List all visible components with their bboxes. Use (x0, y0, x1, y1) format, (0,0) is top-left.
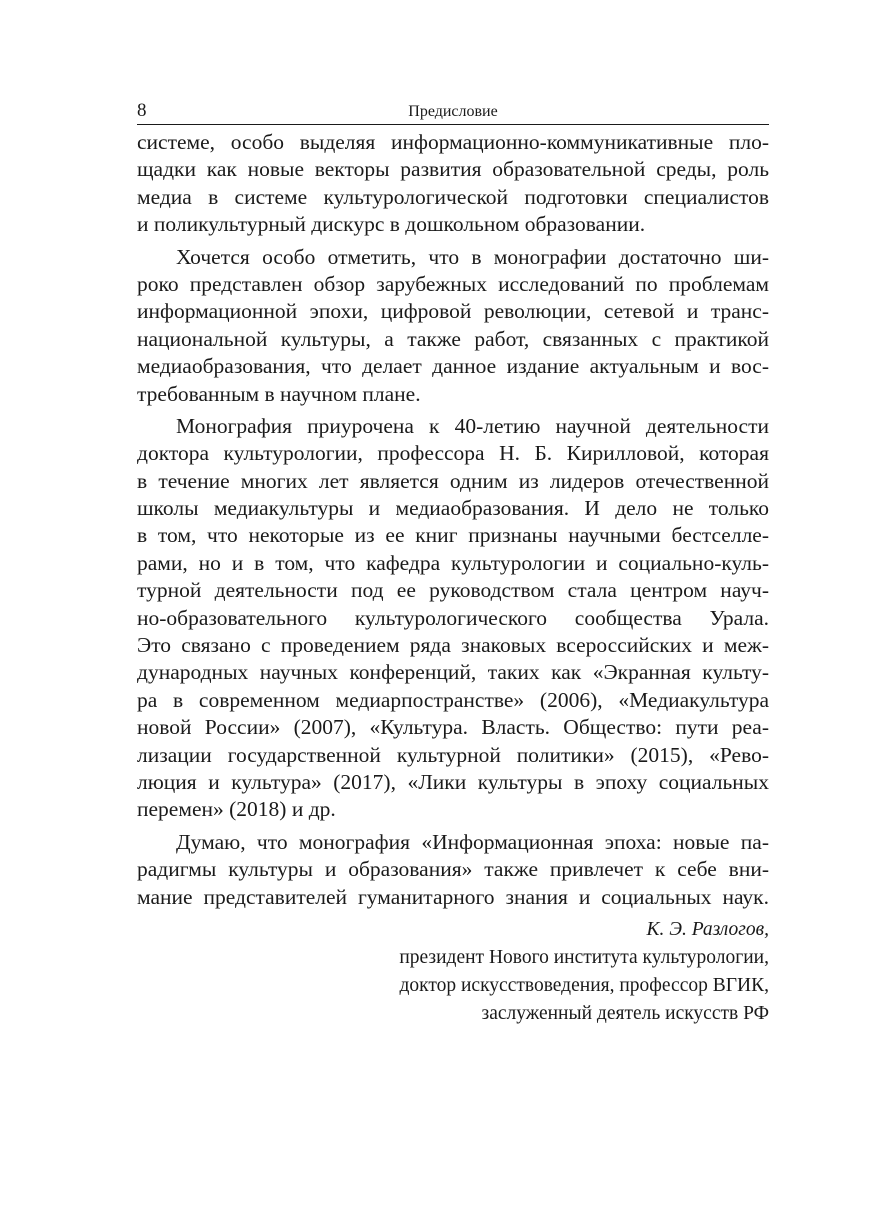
paragraph-1 (137, 129, 769, 239)
text-line: национальной культуры, а также работ, связанных с практикой (137, 326, 769, 351)
paragraph-2 (137, 244, 769, 408)
text-line: лизации государственной культурной политики» (2015), «Рево- (137, 742, 769, 767)
running-head: Предисловие (408, 103, 498, 120)
paragraph-3 (137, 413, 769, 824)
text-line: люция и культура» (2017), «Лики культуры в эпоху социальных (137, 769, 769, 794)
text-line: медиа в системе культурологической подготовки специалистов (137, 184, 769, 209)
text-line: перемен» (2018) и др. (137, 797, 336, 822)
text-line: в том, что некоторые из ее книг признаны научными бестселле- (137, 523, 769, 548)
header-rule (137, 124, 769, 125)
page-header (137, 100, 769, 124)
author-title: президент Нового института культурологии, (399, 947, 769, 968)
text-line: системе, особо выделяя информационно-коммуникативные пло- (137, 130, 769, 154)
text-line: информационной эпохи, цифровой революции, сетевой и транс- (137, 299, 769, 324)
text-line: требованным в научном плане. (137, 381, 421, 406)
text-line: в течение многих лет является одним из лидеров отечественной (137, 468, 769, 493)
text-line: но-образовательного культурологического сообщества Урала. (137, 605, 769, 630)
text-line: доктора культурологии, профессора Н. Б. Кирилловой, которая (137, 441, 769, 466)
text-line: и поликультурный дискурс в дошкольном образовании. (137, 212, 646, 237)
text-line: радигмы культуры и образования» также привлечет к себе вни- (137, 857, 769, 882)
body-text (137, 129, 769, 911)
text-line: Думаю, что монография «Информационная эпоха: новые па- (176, 829, 769, 854)
text-line: Монография приурочена к 40-летию научной деятельности (176, 413, 769, 438)
text-line: щадки как новые векторы развития образовательной среды, роль (137, 157, 769, 182)
signature-block (137, 916, 769, 1028)
text-line: дународных научных конференций, таких как «Экранная культу- (137, 660, 769, 685)
text-line: новой России» (2007), «Культура. Власть. Общество: пути реа- (137, 715, 769, 740)
text-line: школы медиакультуры и медиаобразования. И дело не только (137, 496, 769, 521)
author-name: К. Э. Разлогов, (646, 919, 769, 940)
paragraph-4 (137, 829, 769, 911)
text-line: мание представителей гуманитарного знания и социальных наук. (137, 884, 769, 909)
text-line: турной деятельности под ее руководством стала центром науч- (137, 578, 769, 603)
text-line: роко представлен обзор зарубежных исследований по проблемам (137, 271, 769, 296)
page-number: 8 (137, 100, 147, 121)
text-line: Хочется особо отметить, что в монографии достаточно ши- (176, 244, 769, 269)
text-line: Это связано с проведением ряда знаковых всероссийских и меж- (137, 633, 769, 658)
author-honor: заслуженный деятель искусств РФ (481, 1003, 769, 1024)
text-line: рами, но и в том, что кафедра культурологии и социально-куль- (137, 550, 769, 575)
author-degree: доктор искусствоведения, профессор ВГИК, (399, 975, 769, 996)
text-line: медиаобразования, что делает данное издание актуальным и вос- (137, 354, 769, 379)
text-line: ра в современном медиарпостранстве» (2006), «Медиакультура (137, 687, 769, 712)
